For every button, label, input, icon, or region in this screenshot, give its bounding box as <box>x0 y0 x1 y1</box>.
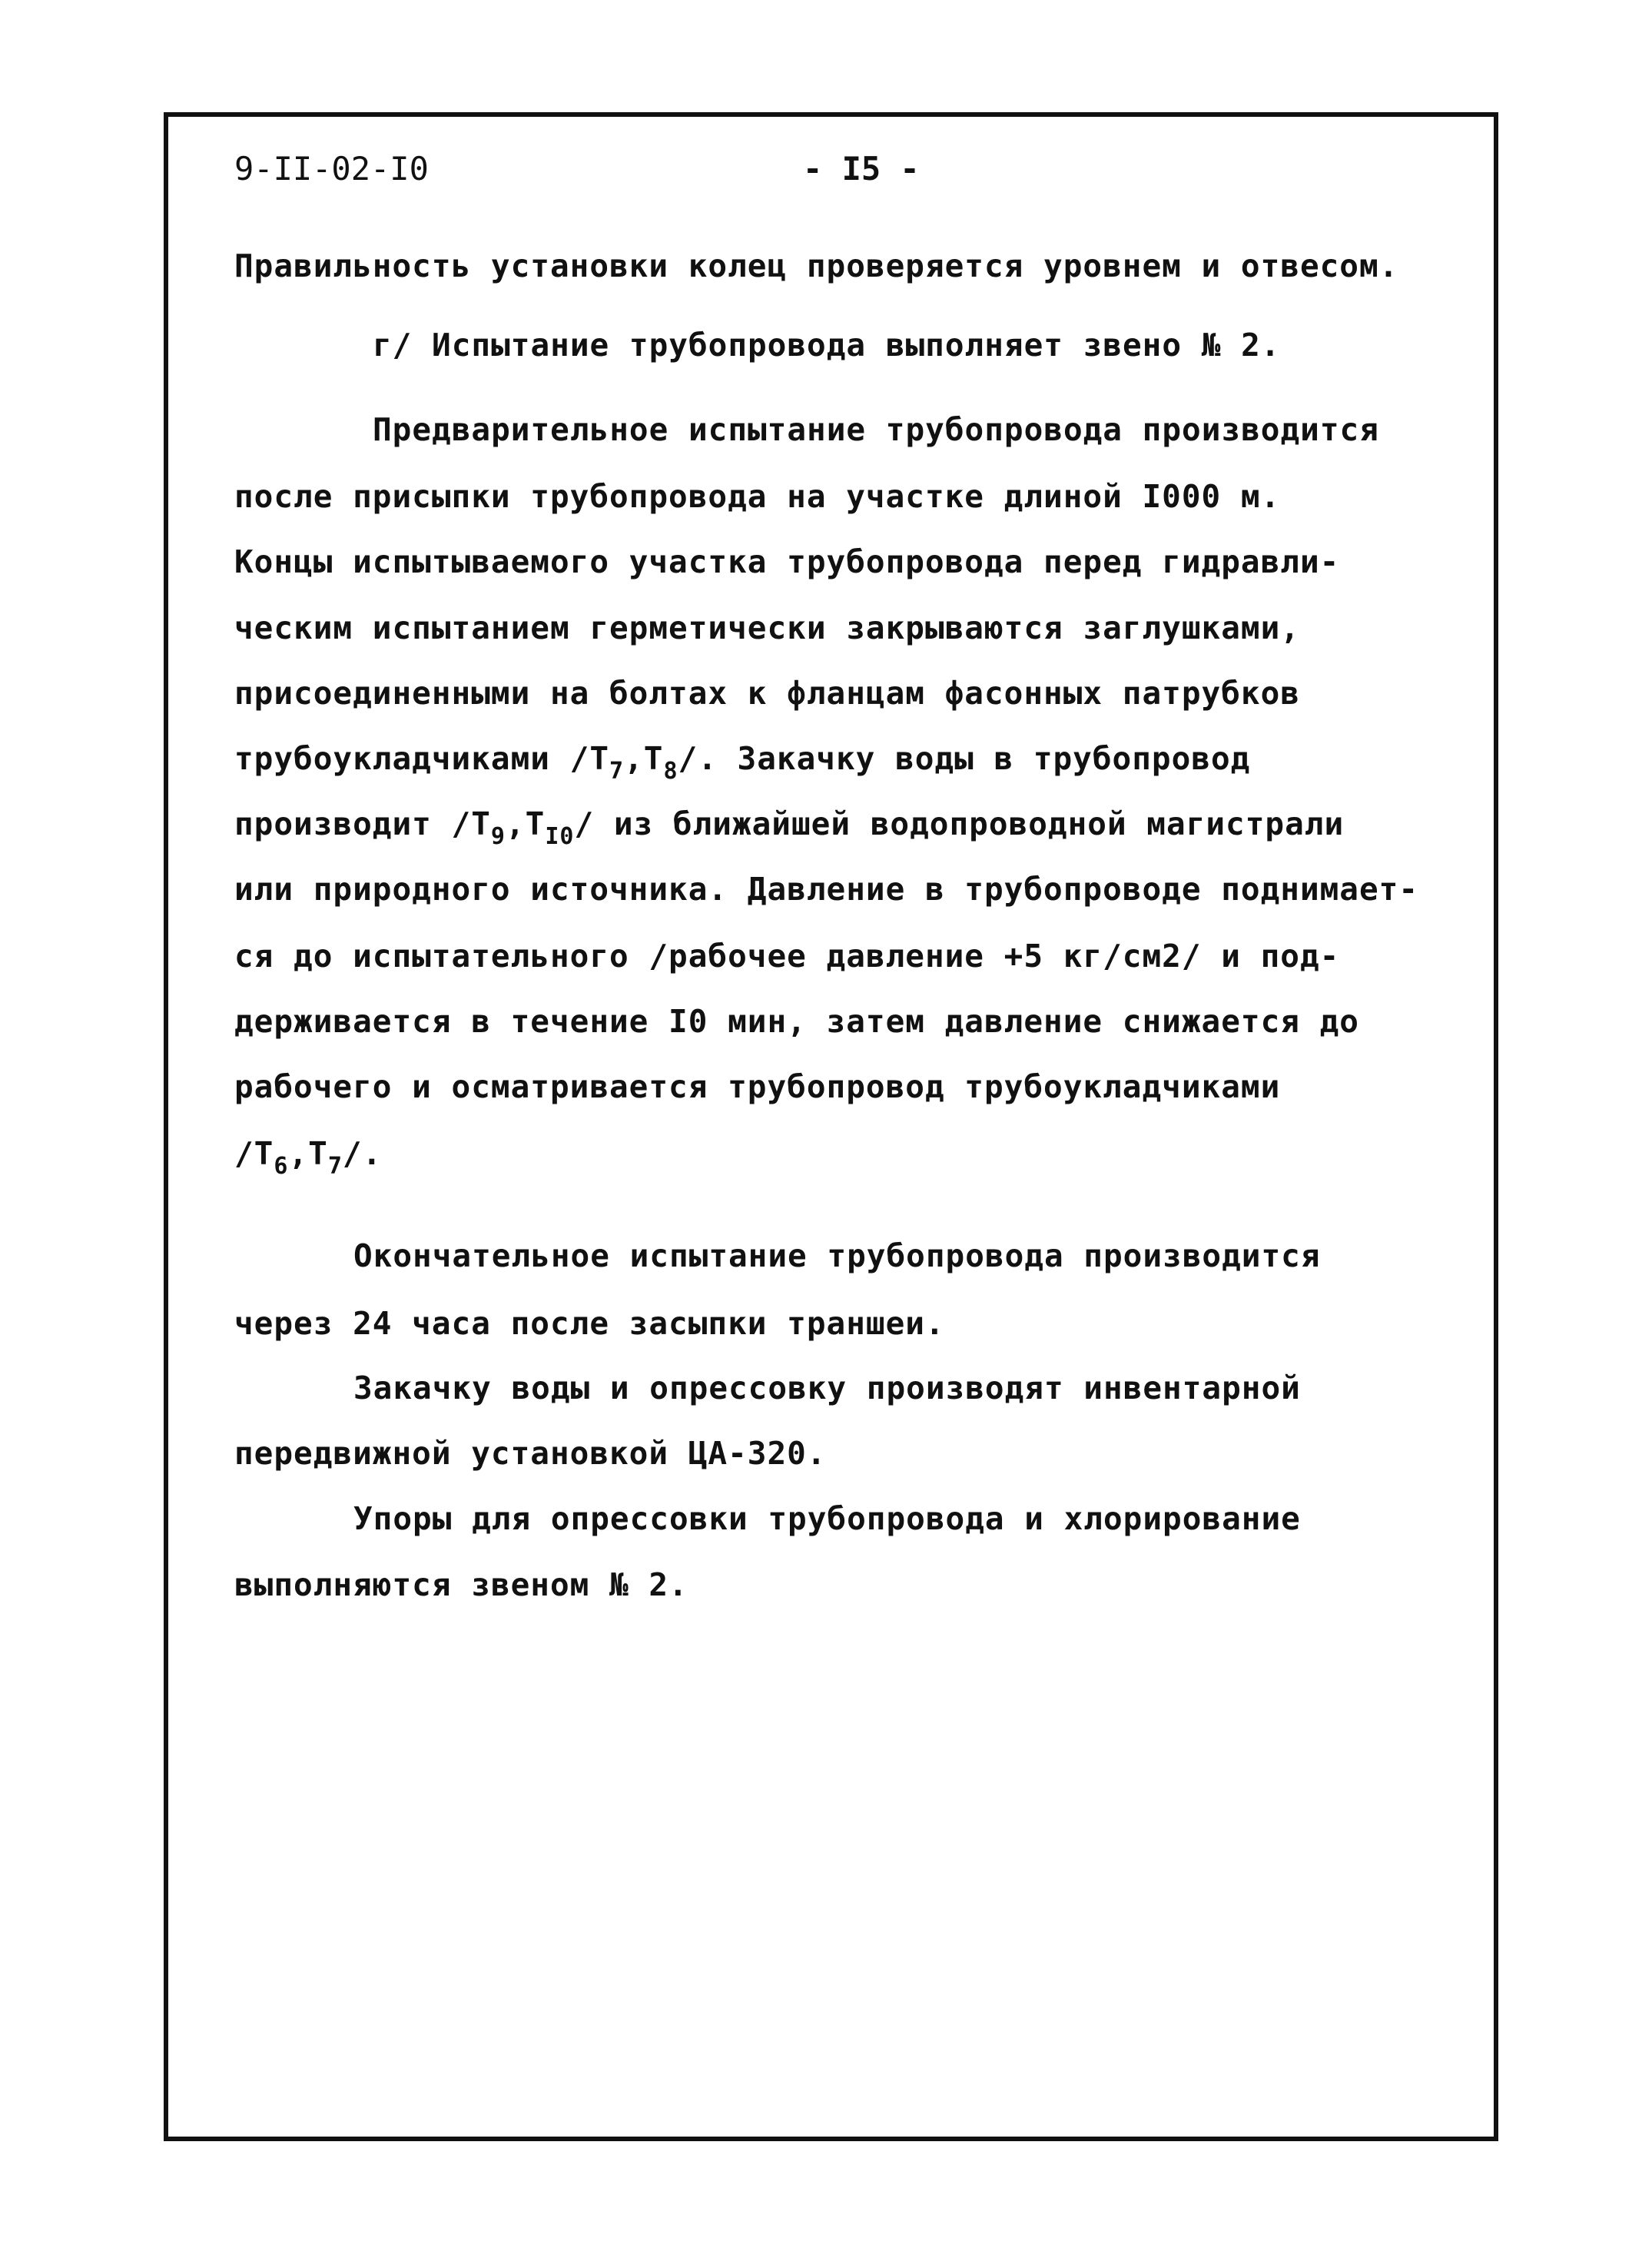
text-line-subscripts <box>234 740 1251 785</box>
text-run: трубоукладчиками /Т <box>234 740 609 777</box>
page-number: - I5 - <box>803 150 920 188</box>
text-line-subscripts <box>234 805 1345 850</box>
text-line: Упоры для опрессовки трубопровода и хлорирование <box>353 1500 1301 1537</box>
subscript: 8 <box>663 758 678 785</box>
text-run: ,Т <box>624 740 664 777</box>
subscript: 9 <box>490 823 506 850</box>
text-run: производит /Т <box>234 805 491 842</box>
text-run: /. <box>342 1135 383 1172</box>
text-run: ,Т <box>505 805 546 842</box>
text-run: ,Т <box>288 1135 328 1172</box>
text-line: через 24 часа после засыпки траншеи. <box>234 1305 945 1342</box>
text-run: /. Закачку воды в трубопровод <box>678 740 1251 777</box>
subscript: 6 <box>274 1153 289 1180</box>
page-header <box>234 150 1464 196</box>
text-line-subscripts <box>234 1135 383 1180</box>
subscript: I0 <box>545 823 575 850</box>
text-line: передвижной установкой ЦА-320. <box>234 1435 827 1472</box>
text-line: Концы испытываемого участка трубопровода перед гидравли- <box>234 543 1340 580</box>
text-line: ческим испытанием герметически закрываются заглушками, <box>234 609 1300 646</box>
document-code: 9-II-02-I0 <box>234 150 429 188</box>
text-line: выполняются звеном № 2. <box>234 1566 688 1603</box>
text-line: рабочего и осматривается трубопровод трубоукладчиками <box>234 1068 1281 1105</box>
section-heading: г/ Испытание трубопровода выполняет звено № 2. <box>373 327 1281 364</box>
text-line: держивается в течение I0 мин, затем давление снижается до <box>234 1003 1359 1040</box>
text-run: / из ближайшей водопроводной магистрали <box>574 805 1345 842</box>
text-line: Правильность установки колец проверяется уровнем и отвесом. <box>234 247 1399 284</box>
text-line: после присыпки трубопровода на участке длиной I000 м. <box>234 478 1281 515</box>
text-line: Окончательное испытание трубопровода производится <box>353 1237 1321 1274</box>
text-line: присоединенными на болтах к фланцам фасонных патрубков <box>234 675 1300 712</box>
text-line: Закачку воды и опрессовку производят инвентарной <box>353 1370 1301 1406</box>
subscript: 7 <box>609 758 625 785</box>
text-line: или природного источника. Давление в трубопроводе поднимает- <box>234 871 1419 908</box>
text-line: Предварительное испытание трубопровода производится <box>373 411 1379 448</box>
subscript: 7 <box>327 1153 343 1180</box>
text-run: /Т <box>234 1135 274 1172</box>
text-line: ся до испытательного /рабочее давление +5 кг/см2/ и под- <box>234 938 1340 975</box>
